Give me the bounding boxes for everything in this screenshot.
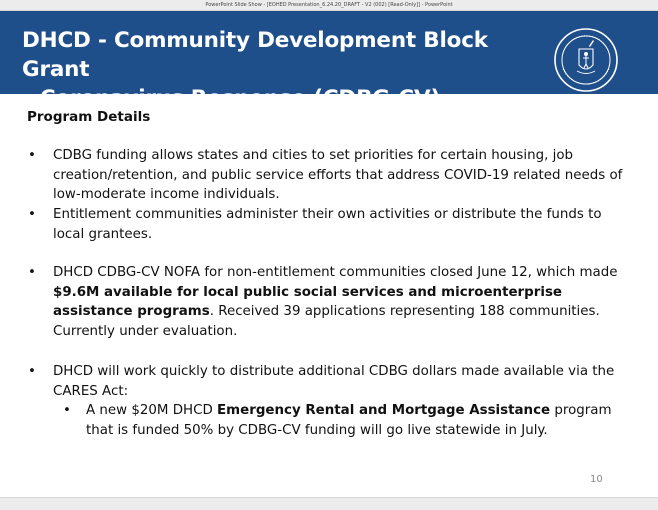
sub-bullet-erma-bold: Emergency Rental and Mortgage Assistance	[217, 403, 551, 418]
sub-bullet-erma	[86, 401, 631, 440]
window-titlebar	[0, 0, 658, 11]
page-number: 10	[590, 474, 603, 485]
bullet-entitlement-communities: • Entitlement communities administer their own activities or distribute the funds to local grantees.	[53, 205, 628, 244]
bullet-nofa-bold: $9.6M available for local public social services and microenterprise assistance programs	[53, 284, 562, 319]
bullet-nofa-text-1: DHCD CDBG-CV NOFA for non-entitlement communities closed June 12, which made	[53, 265, 618, 280]
bullet-cdbg-funding: • CDBG funding allows states and cities to set priorities for certain housing, job creation/retention, and public service efforts that address COVID-19 related needs of low-moderate income individuals.	[53, 146, 628, 205]
sub-bullet-erma-text-1: A new $20M DHCD	[86, 403, 218, 418]
window-title: PowerPoint Slide Show - [EOHED Presentation_6.24.20_DRAFT - V2 (002) [Read-Only]] - PowerPoint	[205, 2, 453, 8]
bullet-cares-act: • DHCD will work quickly to distribute additional CDBG dollars made available via the CARES Act:	[53, 362, 628, 401]
sub-bullet-erma-text-2: program that is funded 50% by CDBG-CV funding will go live statewide in July.	[86, 403, 612, 438]
slide-title-line-1: DHCD - Community Development Block Grant	[22, 28, 488, 82]
slide-title	[22, 26, 542, 113]
bullet-nofa	[53, 263, 628, 341]
slide-title-line-2: – Coronavirus Response (CDBG-CV)	[22, 86, 441, 111]
section-title: Program Details	[27, 109, 151, 125]
slide-header	[0, 11, 658, 111]
bottom-strip	[0, 497, 658, 510]
bullet-nofa-text-2: . Received 39 applications representing 188 communities. Currently under evaluation.	[53, 304, 600, 339]
massachusetts-seal-icon	[553, 27, 619, 93]
